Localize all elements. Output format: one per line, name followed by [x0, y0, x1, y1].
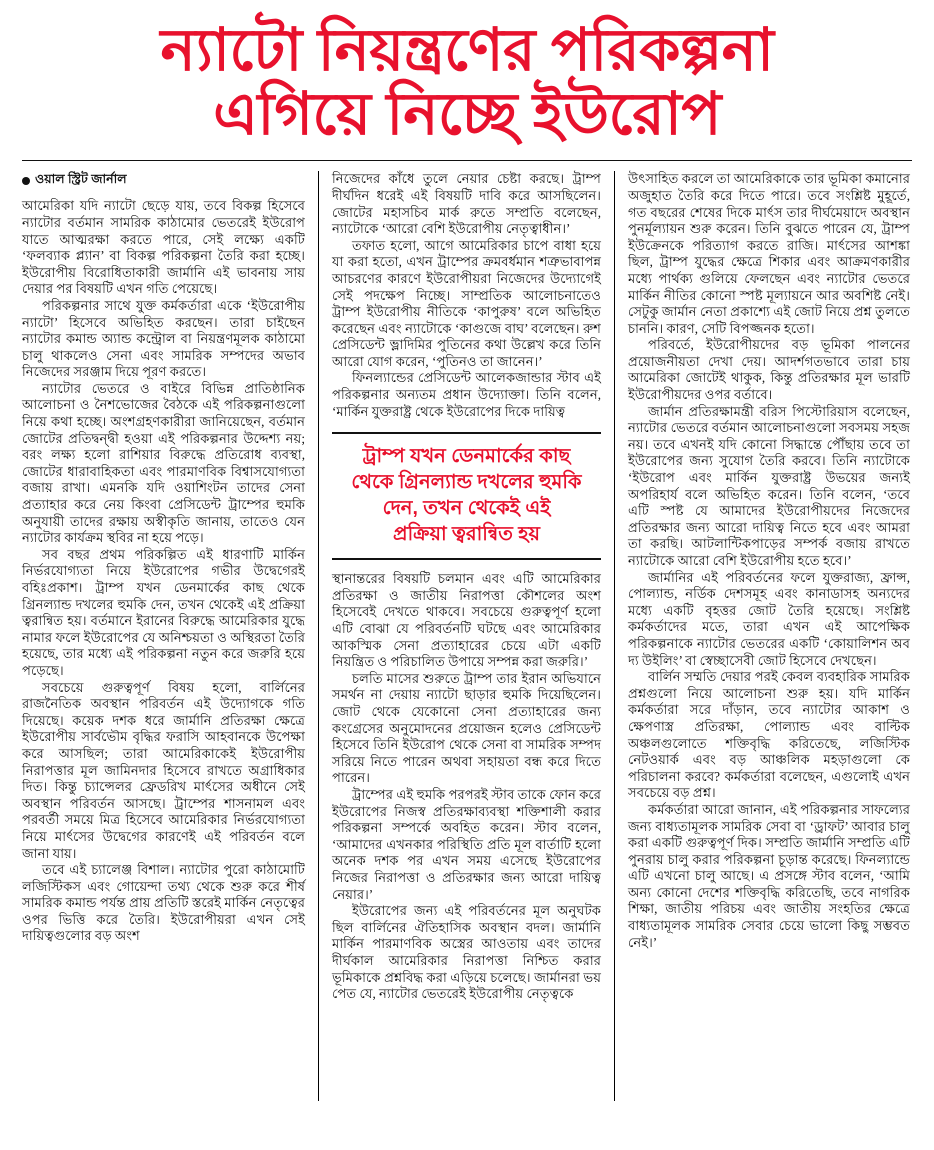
- paragraph: জার্মান প্রতিরক্ষামন্ত্রী বরিস পিস্টোরিয়াস বলেছেন, ন্যাটোর ভেতরে বর্তমান আলোচনাগুলো সবসময় সহজ নয়। তবে এখনই যদি কোনো সিদ্ধান্তে পৌঁছায় তবে তা ইউরোপের জন্য সুযোগ তৈরি করবে। তিনি ন্যাটোকে ‘ইউরোপ এবং মার্কিন যুক্তরাষ্ট্র উভয়ের জন্যই অপরিহার্য বলে অভিহিত করেন। তিনি বলেন, ‘তবে এটি স্পষ্ট যে আমাদের ইউরোপীয়দের নিজেদের প্রতিরক্ষার জন্য আরো দায়িত্ব নিতে হবে এবং আমরা তা করছি। আটলান্টিকপাড়ের সম্পর্ক বজায় রাখতে ন্যাটোকে আরো বেশি ইউরোপীয় হতে হবে।’: [628, 403, 910, 568]
- page-title: [22, 14, 912, 146]
- paragraph: চলতি মাসের শুরুতে ট্রাম্প তার ইরান অভিযানে সমর্থন না দেয়ায় ন্যাটো ছাড়ার হুমকি দিয়েছিলেন। জোট থেকে যেকোনো সেনা প্রত্যাহারের জন্য কংগ্রেসের অনুমোদনের প্রয়োজন হলেও প্রেসিডেন্ট হিসেবে তিনি ইউরোপ থেকে সেনা বা সামরিক সম্পদ সরিয়ে নিতে পারেন অথবা সহায়তা বন্ধ করে দিতে পারেন।: [332, 670, 601, 786]
- paragraph: উৎসাহিত করলে তা আমেরিকাকে তার ভূমিকা কমানোর অজুহাত তৈরি করে দিতে পারে। তবে সংশ্লিষ্ট মুহূর্তে, গত বছরের শেষের দিকে মার্ৎস তার দীর্ঘমেয়াদে অবস্থান পুনর্মূল্যায়ন শুরু করেন। তিনি বুঝতে পারেন যে, ট্রাম্প ইউক্রেনকে পরিত্যাগ করতে রাজি। মার্ৎসের আশঙ্কা ছিল, ট্রাম্প যুদ্ধের ক্ষেত্রে শিকার এবং আক্রমণকারীর মধ্যে পার্থক্য গুলিয়ে ফেলছেন এবং ন্যাটোর ভেতরে মার্কিন নীতির কোনো স্পষ্ট মূল্যায়নে আর অবশিষ্ট নেই। সেটুকু জার্মান নেতা প্রকাশ্যে এই জোট নিয়ে প্রশ্ন তুলতে চাননি। কারণ, সেটি বিপজ্জনক হতো।: [628, 171, 910, 336]
- paragraph: তবে এই চ্যালেঞ্জ বিশাল। ন্যাটোর পুরো কাঠামোটি লজিস্টিকস এবং গোয়েন্দা তথ্য থেকে শুরু করে শীর্ষ সামরিক কমান্ড পর্যন্ত প্রায় প্রতিটি স্তরেই মার্কিন নেতৃত্বের ওপর ভিত্তি করে তৈরি। ইউরোপীয়রা এখন সেই দায়িত্বগুলোর বড় অংশ: [22, 862, 305, 944]
- article-columns: [22, 171, 912, 1101]
- paragraph: পরিকল্পনার সাথে যুক্ত কর্মকর্তারা একে ‘ইউরোপীয় ন্যাটো’ হিসেবে অভিহিত করছেন। তারা চাইছেন ন্যাটোর কমান্ড অ্যান্ড কন্ট্রোল বা নিয়ন্ত্রণমূলক কাঠামো চালু থাকলেও সেনা এবং সামরিক সম্পদের অভাব নিজেদের সরঞ্জাম দিয়ে পূরণ করতে।: [22, 297, 305, 380]
- header-divider: [22, 160, 912, 161]
- byline: [22, 171, 305, 191]
- paragraph: নিজেদের কাঁধে তুলে নেয়ার চেষ্টা করছে। ট্রাম্প দীর্ঘদিন ধরেই এই বিষয়টি দাবি করে আসছিলেন। জোটের মহাসচিব মার্ক রুতে সম্প্রতি বলেছেন, ন্যাটোকে ‘আরো বেশি ইউরোপীয় নেতৃত্বাধীন।’: [332, 171, 601, 237]
- paragraph: জার্মানির এই পরিবর্তনের ফলে যুক্তরাজ্য, ফ্রান্স, পোল্যান্ড, নর্ডিক দেশসমূহ এবং কানাডাসহ অন্যদের মধ্যে একটি বৃহত্তর জোট তৈরি হয়েছে। সংশ্লিষ্ট কর্মকর্তাদের মতে, তারা এখন এই আপেক্ষিক পরিকল্পনাকে ন্যাটোর ভেতরের একটি ‘কোয়ালিশন অব দ্য উইলিং’ বা স্বেচ্ছাসেবী জোট হিসেবে দেখছেন।: [628, 569, 910, 668]
- column-3: [614, 171, 910, 1101]
- byline-source: ওয়াল স্ট্রিট জার্নাল: [35, 172, 127, 187]
- paragraph: ইউরোপের জন্য এই পরিবর্তনের মূল অনুঘটক ছিল বার্লিনের ঐতিহাসিক অবস্থান বদল। জার্মানি মার্কিন পারমাণবিক অস্ত্রের আওতায় এবং তাদের দীর্ঘকাল আমেরিকার নিরাপত্তা নিশ্চিত করার ভূমিকাকে প্রশ্নবিদ্ধ করা এড়িয়ে চলেছে। জার্মানরা ভয় পেত যে, ন্যাটোর ভেতরেই ইউরোপীয় নেতৃত্বকে: [332, 903, 601, 1002]
- headline-line-1: ন্যাটো নিয়ন্ত্রণের পরিকল্পনা: [160, 17, 774, 83]
- bullet-icon: [22, 177, 30, 185]
- paragraph: স্থানান্তরের বিষয়টি চলমান এবং এটি আমেরিকার প্রতিরক্ষা ও জাতীয় নিরাপত্তা কৌশলের অংশ হিসেবেই দেখতে থাকবে। সবচেয়ে গুরুত্বপূর্ণ হলো এটি বোঝা যে পরিবর্তনটি ঘটছে এবং আমেরিকার আকস্মিক সেনা প্রত্যাহারের চেয়ে এটা একটি নিয়ন্ত্রিত ও পরিচালিত উপায়ে সম্পন্ন করা জরুরি।’: [332, 571, 601, 670]
- paragraph: তফাত হলো, আগে আমেরিকার চাপে বাধা হয়ে যা করা হতো, এখন ট্রাম্পের ক্রমবর্ধমান শত্রুভাবাপন্ন আচরণের কারণে ইউরোপীয়রা নিজেদের উদ্যোগেই সেই পদক্ষেপ নিচ্ছে। সাম্প্রতিক আলোচনাতেও ট্রাম্প ইউরোপীয় নীতিকে ‘কাপুরুষ’ বলে অভিহিত করেছেন এবং ন্যাটোকে ‘কাগুজে বাঘ’ বলেছেন। রুশ প্রেসিডেন্ট ভ্লাদিমির পুতিনের কথা উল্লেখ করে তিনি আরো যোগ করেন, ‘পুতিনও তা জানেন।’: [332, 237, 601, 369]
- paragraph: ট্রাম্পের এই হুমকি পরপরই স্টাব তাকে ফোন করে ইউরোপের নিজস্ব প্রতিরক্ষাব্যবস্থা শক্তিশালী করার পরিকল্পনা সম্পর্কে অবহিত করেন। স্টাব বলেন, ‘আমাদের এখনকার পরিস্থিতি প্রতি মূল বার্তাটি হলো অনেক দশক পর এখন সময় এসেছে ইউরোপের নিজের নিরাপত্তা ও প্রতিরক্ষার জন্য আরো দায়িত্ব নেয়ার।’: [332, 786, 601, 902]
- paragraph: সব বছর প্রথম পরিকল্পিত এই ধারণাটি মার্কিন নির্ভরযোগ্যতা নিয়ে ইউরোপের গভীর উদ্বেগেরই বহিঃপ্রকাশ। ট্রাম্প যখন ডেনমার্কের কাছ থেকে গ্রিনল্যান্ড দখলের হুমকি দেন, তখন থেকেই এই প্রক্রিয়া ত্বরান্বিত হয়। বর্তমানে ইরানের বিরুদ্ধে আমেরিকার যুদ্ধে নামার ফলে ইউরোপের যে অনিশ্চয়তা ও অস্থিরতা তৈরি হয়েছে, তার মধ্যে এই পরিকল্পনা নতুন করে জরুরি হয়ে পড়েছে।: [22, 546, 305, 678]
- pull-quote-line-1: ট্রাম্প যখন ডেনমার্কের কাছ: [362, 445, 571, 468]
- paragraph: কর্মকর্তারা আরো জানান, এই পরিকল্পনার সাফল্যের জন্য বাধ্যতামূলক সামরিক সেবা বা ‘ড্রাফট’ আবার চালু করা একটি গুরুত্বপূর্ণ দিক। সম্প্রতি জার্মানি সম্প্রতি এটি পুনরায় চালু করার পরিকল্পনা চূড়ান্ত করেছে। ফিনল্যান্ডে এটি এখনো চালু আছে। এ প্রসঙ্গে স্টাব বলেন, ‘আমি অন্য কোনো দেশের শক্তিবৃদ্ধি করিতেছি, তবে নাগরিক শিক্ষা, জাতীয় পরিচয় এবং জাতীয় সংহতির ক্ষেত্রে বাধ্যতামূলক সামরিক সেবার চেয়ে ভালো কিছু সম্ভবত নেই।’: [628, 801, 910, 950]
- column-1: [22, 171, 318, 1101]
- pull-quote-line-3: দেন, তখন থেকেই এই: [382, 497, 551, 520]
- pull-quote-line-4: প্রক্রিয়া ত্বরান্বিত হয়: [393, 523, 540, 546]
- paragraph: বার্লিন সম্মতি দেয়ার পরই কেবল ব্যবহারিক সামরিক প্রশ্নগুলো নিয়ে আলোচনা শুরু হয়। যদি মার্কিন কর্মকর্তারা সরে দাঁড়ান, তবে ন্যাটোর আকাশ ও ক্ষেপণাস্ত্র প্রতিরক্ষা, পোল্যান্ড এবং বাল্টিক অঞ্চলগুলোতে শক্তিবৃদ্ধি করিতেছে, লজিস্টিক নেটওয়ার্ক এবং বড় আঞ্চলিক মহড়াগুলো কে পরিচালনা করবে? কর্মকর্তারা বলেছেন, এগুলোই এখন সবচেয়ে বড় প্রশ্ন।: [628, 669, 910, 801]
- column-2: [318, 171, 614, 1101]
- paragraph: ন্যাটোর ভেতরে ও বাইরে বিভিন্ন প্রাতিষ্ঠানিক আলোচনা ও নৈশভোজের বৈঠকে এই পরিকল্পনাগুলো নিয়ে কথা হচ্ছে। অংশগ্রহণকারীরা জানিয়েছেন, বর্তমান জোটের প্রতিদ্বন্দ্বী হওয়া এই পরিকল্পনার উদ্দেশ্য নয়; বরং লক্ষ্য হলো রাশিয়ার বিরুদ্ধে প্রতিরোধ ব্যবস্থা, জোটের ধারাবাহিকতা এবং পারমাণবিক বিশ্বাসযোগ্যতা বজায় রাখা। এমনকি যদি ওয়াশিংটন তাদের সেনা প্রত্যাহার করে নেয় কিংবা প্রেসিডেন্ট ট্রাম্পের হুমকি অনুযায়ী তাদের রক্ষায় অস্বীকৃতি জানায়, তাতেও যেন ন্যাটোর কার্যক্রম স্থবির না হয়ে পড়ে।: [22, 380, 305, 546]
- paragraph: আমেরিকা যদি ন্যাটো ছেড়ে যায়, তবে বিকল্প হিসেবে ন্যাটোর বর্তমান সামরিক কাঠামোর ভেতরেই ইউরোপ যাতে আত্মরক্ষা করতে পারে, সেই লক্ষ্যে একটি ‘ফলব্যাক প্ল্যান’ বা বিকল্প পরিকল্পনা তৈরি করা হচ্ছে। ইউরোপীয় বিরোধিতাকারী জার্মানি এই ভাবনায় সায় দেয়ার পর বিষয়টি এখন গতি পেয়েছে।: [22, 198, 305, 297]
- headline-line-2: এগিয়ে নিচ্ছে ইউরোপ: [213, 81, 721, 148]
- pull-quote: [332, 432, 601, 560]
- paragraph: পরিবর্তে, ইউরোপীয়দের বড় ভূমিকা পালনের প্রয়োজনীয়তা দেখা দেয়। আদর্শগতভাবে তারা চায় আমেরিকা জোটেই থাকুক, কিন্তু প্রতিরক্ষার মূল ভারটি ইউরোপীয়দের ওপর বর্তাবে।: [628, 337, 910, 403]
- paragraph: ফিনল্যান্ডের প্রেসিডেন্ট আলেকজান্ডার স্টাব এই পরিকল্পনার অন্যতম প্রধান উদ্যোক্তা। তিনি বলেন, ‘মার্কিন যুক্তরাষ্ট্র থেকে ইউরোপের দিকে দায়িত্ব: [332, 370, 601, 419]
- paragraph: সবচেয়ে গুরুত্বপূর্ণ বিষয় হলো, বার্লিনের রাজনৈতিক অবস্থান পরিবর্তন এই উদ্যোগকে গতি দিয়েছে। কয়েক দশক ধরে জার্মানি প্রতিরক্ষা ক্ষেত্রে ইউরোপীয় সার্বভৌম বৃদ্ধির ফরাসি আহবানকে উপেক্ষা করে আসছিল; তারা আমেরিকাকেই ইউরোপীয় নিরাপত্তার মূল জামিনদার হিসেবে রাখতে অগ্রাধিকার দিত। কিন্তু চ্যান্সেলর ফ্রেডরিখ মার্ৎসের অধীনে সেই অবস্থান পরিবর্তন আসছে। ট্রাম্পের শাসনামল এবং পরবর্তী সময়ে মিত্র হিসেবে আমেরিকার নির্ভরযোগ্যতা নিয়ে মার্ৎসের উদ্বেগের কারণেই এই পরিবর্তন বলে জানা যায়।: [22, 679, 305, 861]
- pull-quote-line-2: থেকে গ্রিনল্যান্ড দখলের হুমকি: [351, 471, 582, 494]
